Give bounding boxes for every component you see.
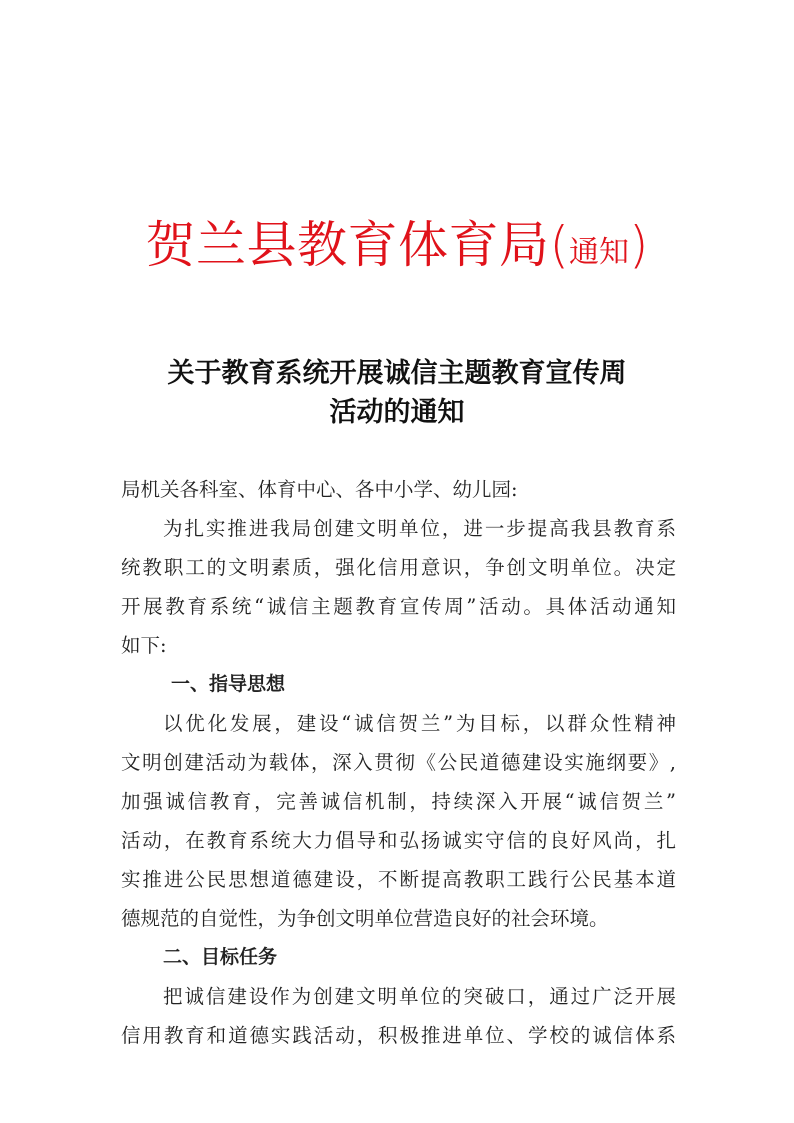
section1-line: 活动，在教育系统大力倡导和弘扬诚实守信的良好风尚，扎 [121,829,676,852]
section2-line: 信用教育和道德实践活动，积极推进单位、学校的诚信体系 [121,1024,676,1047]
section1-line: 以优化发展，建设“诚信贺兰”为目标，以群众性精神 [163,712,676,735]
recipients-line: 局机关各科室、体育中心、各中小学、幼儿园: [121,478,518,501]
title-line-2: 活动的通知 [329,397,465,428]
section1-line: 文明创建活动为载体，深入贯彻《公民道德建设实施纲要》, [121,751,676,774]
section-heading-guiding-ideology: 一、指导思想 [171,673,286,695]
document-body [121,470,676,1055]
intro-line: 如下: [121,634,167,657]
section1-line: 德规范的自觉性，为争创文明单位营造良好的社会环境。 [121,907,609,930]
section1-line: 实推进公民思想道德建设，不断提高教职工践行公民基本道 [121,868,676,891]
red-masthead [0,205,794,277]
section1-line: 加强诚信教育，完善诚信机制，持续深入开展“诚信贺兰” [121,790,676,813]
masthead-close-paren: ) [629,216,649,274]
issuing-organization: 贺兰县教育体育局 [145,216,550,274]
section2-line: 把诚信建设作为创建文明单位的突破口，通过广泛开展 [163,985,676,1008]
section-heading-objectives: 二、目标任务 [163,946,278,968]
intro-line: 为扎实推进我局创建文明单位，进一步提高我县教育系 [163,517,676,540]
document-type: 通知 [569,235,629,270]
title-line-1: 关于教育系统开展诚信主题教育宣传周 [167,358,627,389]
masthead-open-paren: ( [549,216,569,274]
intro-line: 开展教育系统“诚信主题教育宣传周”活动。具体活动通知 [121,595,676,618]
intro-line: 统教职工的文明素质，强化信用意识，争创文明单位。决定 [121,556,676,579]
document-title [60,354,734,432]
